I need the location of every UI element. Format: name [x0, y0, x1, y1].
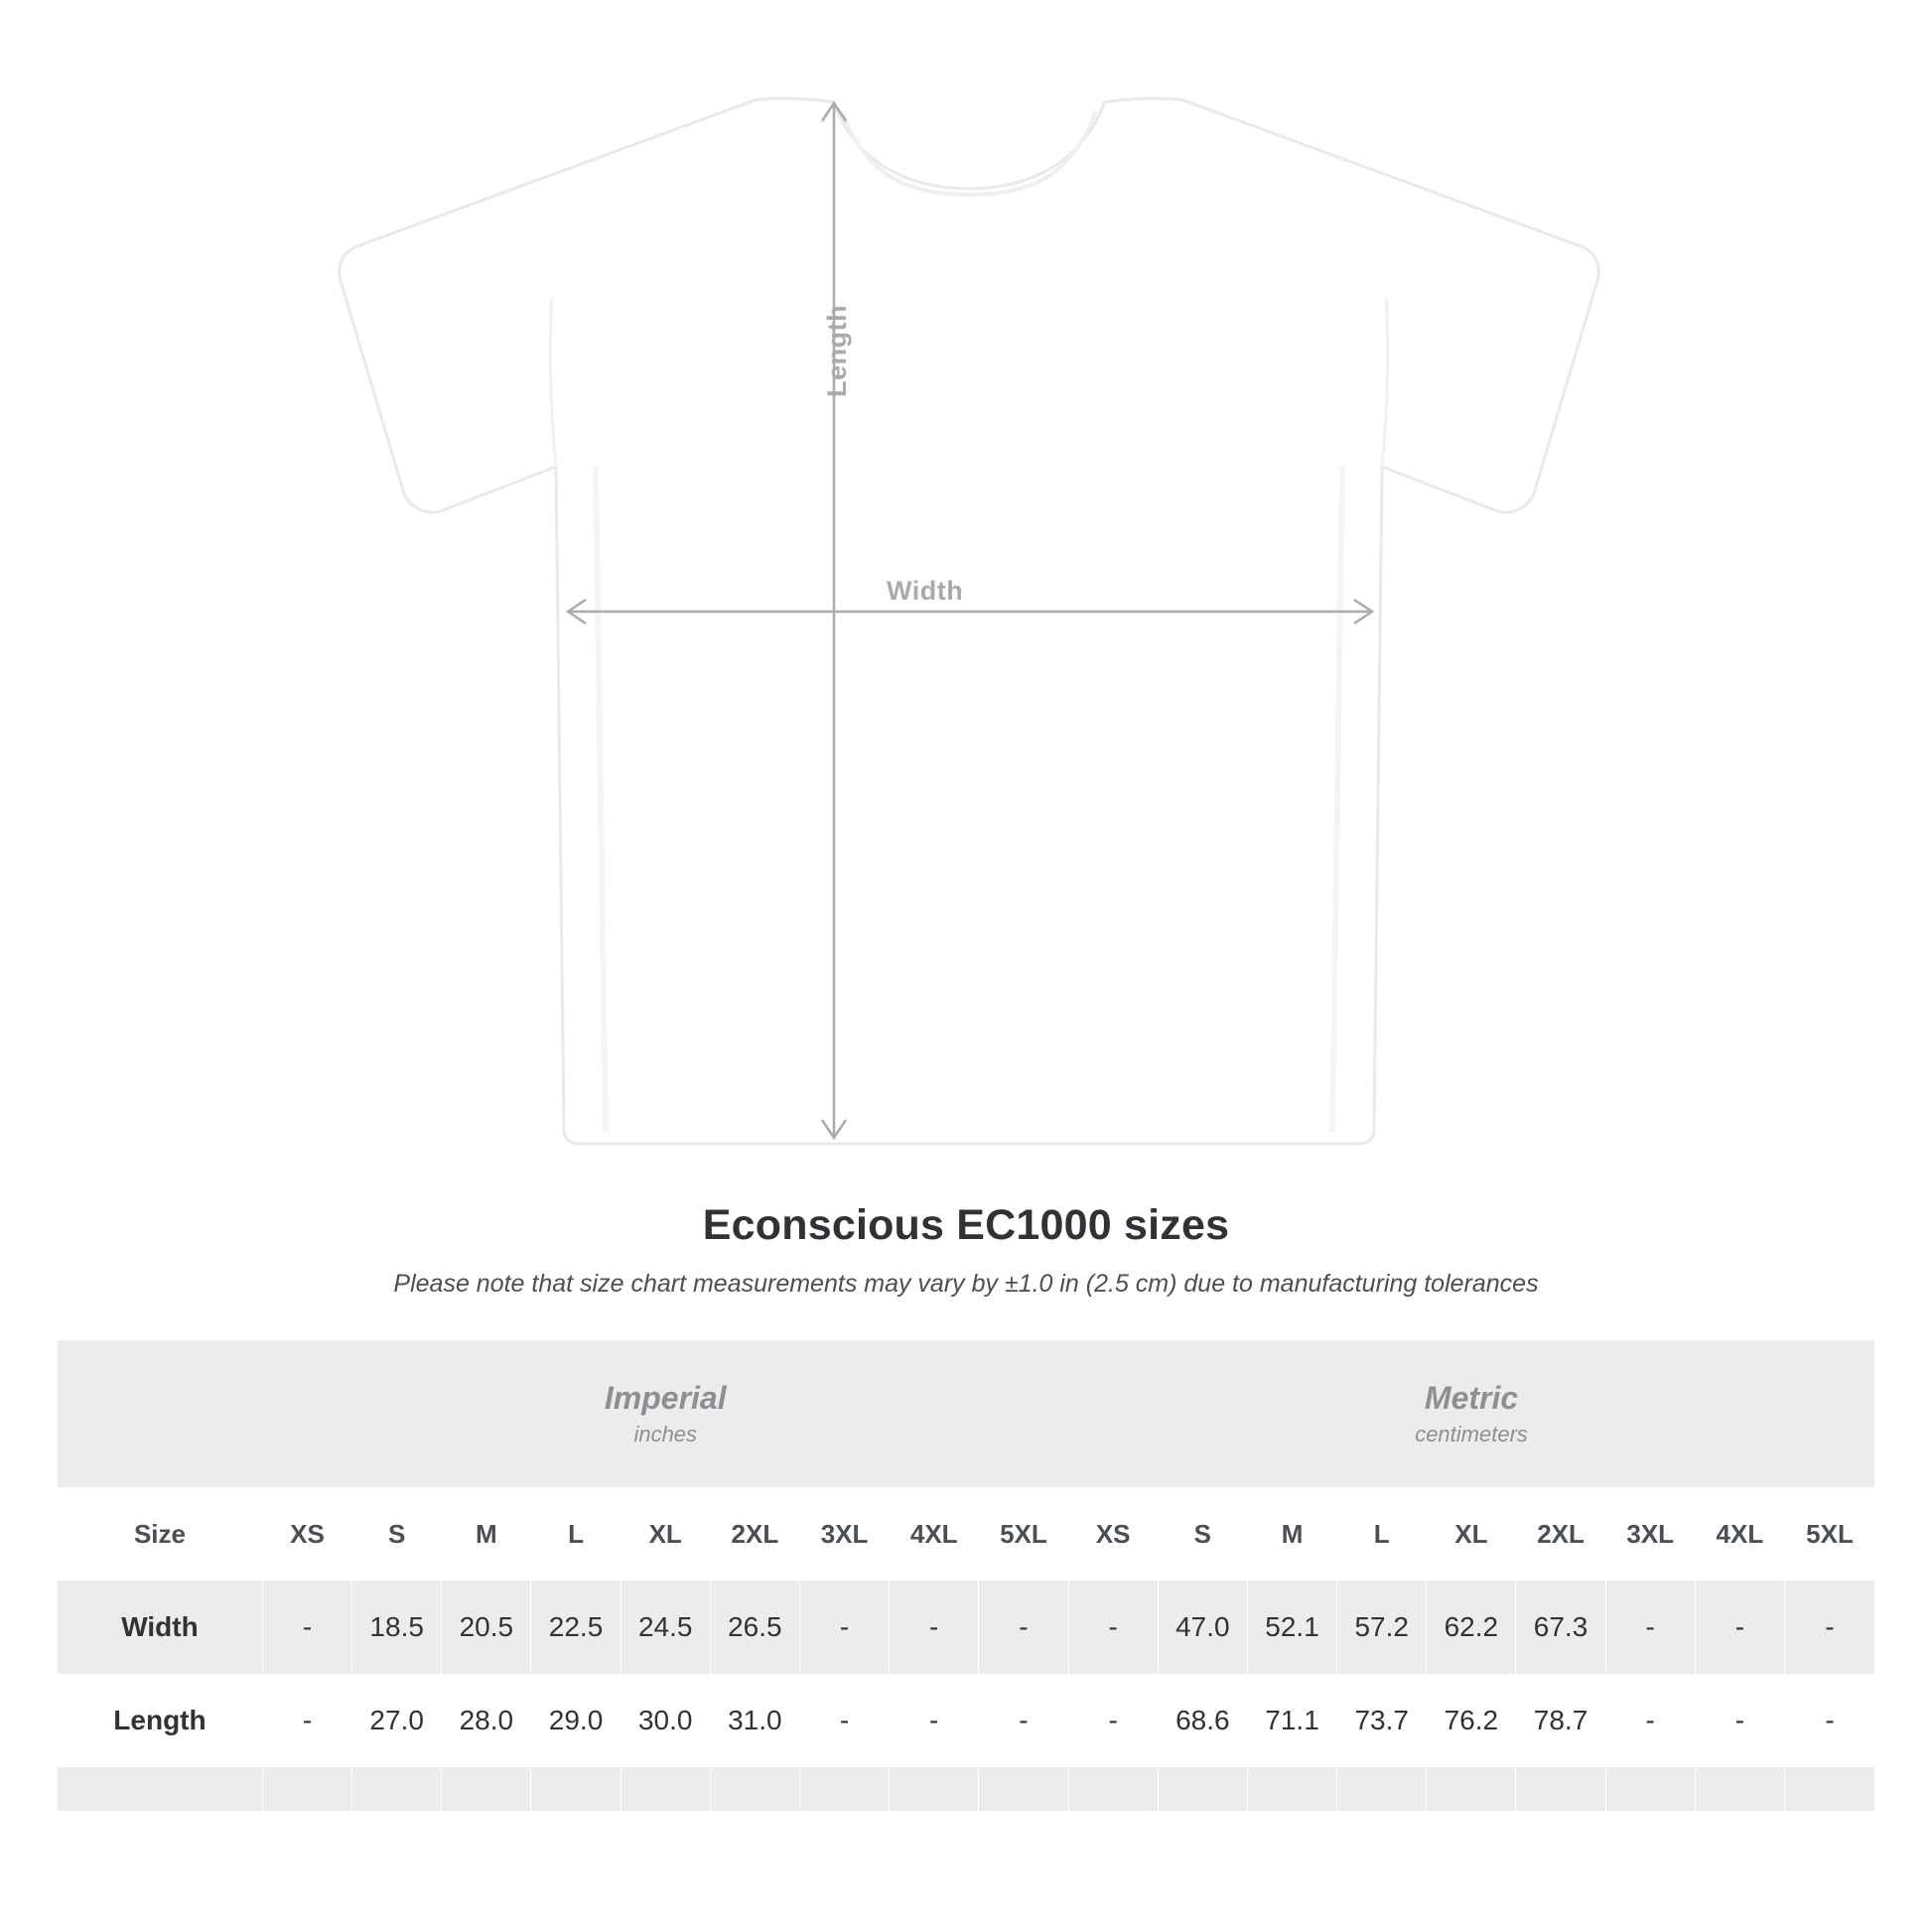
cell-length-imp-4xl: -	[890, 1674, 979, 1767]
cell-width-imp-2xl: 26.5	[710, 1581, 799, 1674]
footer-cell	[1695, 1767, 1784, 1811]
size-header-imp-xs: XS	[262, 1487, 351, 1581]
footer-cell	[531, 1767, 621, 1811]
title-block	[0, 1201, 1932, 1299]
cell-length-imp-3xl: -	[799, 1674, 889, 1767]
cell-length-imp-s: 27.0	[352, 1674, 442, 1767]
length-dimension-label: Length	[822, 305, 852, 397]
row-label-width: Width	[58, 1581, 262, 1674]
size-table	[58, 1340, 1874, 1811]
unit-group-imperial-name: Imperial	[604, 1379, 727, 1416]
cell-length-imp-2xl: 31.0	[710, 1674, 799, 1767]
cell-width-met-5xl: -	[1784, 1581, 1874, 1674]
footer-cell	[979, 1767, 1068, 1811]
cell-length-met-l: 73.7	[1337, 1674, 1427, 1767]
cell-width-imp-l: 22.5	[531, 1581, 621, 1674]
size-header-met-5xl: 5XL	[1784, 1487, 1874, 1581]
cell-width-met-xs: -	[1068, 1581, 1158, 1674]
footer-cell	[1784, 1767, 1874, 1811]
footer-cell	[1427, 1767, 1516, 1811]
cell-length-met-4xl: -	[1695, 1674, 1784, 1767]
cell-width-imp-s: 18.5	[352, 1581, 442, 1674]
footer-cell	[1605, 1767, 1695, 1811]
size-header-met-m: M	[1247, 1487, 1336, 1581]
cell-width-imp-m: 20.5	[442, 1581, 531, 1674]
unit-group-metric-name: Metric	[1424, 1379, 1519, 1416]
page-title: Econscious EC1000 sizes	[702, 1201, 1230, 1249]
size-header-row	[58, 1487, 1874, 1581]
footer-cell	[1516, 1767, 1605, 1811]
size-table-wrap	[58, 1340, 1874, 1811]
table-row	[58, 1581, 1874, 1674]
footer-cell	[58, 1767, 262, 1811]
cell-length-met-5xl: -	[1784, 1674, 1874, 1767]
size-header-met-3xl: 3XL	[1605, 1487, 1695, 1581]
cell-width-met-3xl: -	[1605, 1581, 1695, 1674]
table-row	[58, 1674, 1874, 1767]
unit-header-spacer	[58, 1340, 262, 1487]
cell-width-imp-3xl: -	[799, 1581, 889, 1674]
cell-width-imp-5xl: -	[979, 1581, 1068, 1674]
corner-header: Size	[58, 1487, 262, 1581]
width-dimension-label: Width	[887, 576, 964, 606]
footer-cell	[1158, 1767, 1247, 1811]
footer-cell	[1337, 1767, 1427, 1811]
tolerance-note: Please note that size chart measurements may vary by ±1.0 in (2.5 cm) due to manufacturing tolerances	[393, 1270, 1539, 1298]
cell-width-met-xl: 62.2	[1427, 1581, 1516, 1674]
footer-cell	[262, 1767, 351, 1811]
size-header-imp-2xl: 2XL	[710, 1487, 799, 1581]
cell-length-imp-xs: -	[262, 1674, 351, 1767]
footer-cell	[442, 1767, 531, 1811]
unit-group-metric	[1068, 1340, 1874, 1487]
size-header-met-4xl: 4XL	[1695, 1487, 1784, 1581]
size-header-imp-xl: XL	[621, 1487, 710, 1581]
size-header-met-s: S	[1158, 1487, 1247, 1581]
cell-width-met-l: 57.2	[1337, 1581, 1427, 1674]
size-header-imp-5xl: 5XL	[979, 1487, 1068, 1581]
cell-width-imp-xl: 24.5	[621, 1581, 710, 1674]
cell-length-met-2xl: 78.7	[1516, 1674, 1605, 1767]
cell-width-met-s: 47.0	[1158, 1581, 1247, 1674]
footer-cell	[890, 1767, 979, 1811]
cell-length-imp-m: 28.0	[442, 1674, 531, 1767]
footer-cell	[799, 1767, 889, 1811]
cell-length-imp-5xl: -	[979, 1674, 1068, 1767]
cell-length-met-xs: -	[1068, 1674, 1158, 1767]
size-header-imp-m: M	[442, 1487, 531, 1581]
size-header-met-xl: XL	[1427, 1487, 1516, 1581]
cell-width-met-m: 52.1	[1247, 1581, 1336, 1674]
size-header-met-l: L	[1337, 1487, 1427, 1581]
size-header-met-xs: XS	[1068, 1487, 1158, 1581]
cell-length-met-s: 68.6	[1158, 1674, 1247, 1767]
unit-group-imperial-unit: inches	[633, 1422, 698, 1448]
footer-cell	[1247, 1767, 1336, 1811]
cell-width-met-4xl: -	[1695, 1581, 1784, 1674]
row-label-length: Length	[58, 1674, 262, 1767]
footer-cell	[621, 1767, 710, 1811]
size-header-imp-l: L	[531, 1487, 621, 1581]
unit-group-header-row	[58, 1340, 1874, 1487]
cell-width-imp-4xl: -	[890, 1581, 979, 1674]
footer-cell	[1068, 1767, 1158, 1811]
size-header-imp-3xl: 3XL	[799, 1487, 889, 1581]
unit-group-imperial	[262, 1340, 1068, 1487]
size-header-imp-s: S	[352, 1487, 442, 1581]
cell-length-met-xl: 76.2	[1427, 1674, 1516, 1767]
size-header-met-2xl: 2XL	[1516, 1487, 1605, 1581]
cell-width-imp-xs: -	[262, 1581, 351, 1674]
cell-length-imp-xl: 30.0	[621, 1674, 710, 1767]
cell-length-met-m: 71.1	[1247, 1674, 1336, 1767]
cell-width-met-2xl: 67.3	[1516, 1581, 1605, 1674]
size-header-imp-4xl: 4XL	[890, 1487, 979, 1581]
table-footer-strip	[58, 1767, 1874, 1811]
footer-cell	[352, 1767, 442, 1811]
cell-length-met-3xl: -	[1605, 1674, 1695, 1767]
unit-group-metric-unit: centimeters	[1415, 1422, 1528, 1448]
cell-length-imp-l: 29.0	[531, 1674, 621, 1767]
footer-cell	[710, 1767, 799, 1811]
